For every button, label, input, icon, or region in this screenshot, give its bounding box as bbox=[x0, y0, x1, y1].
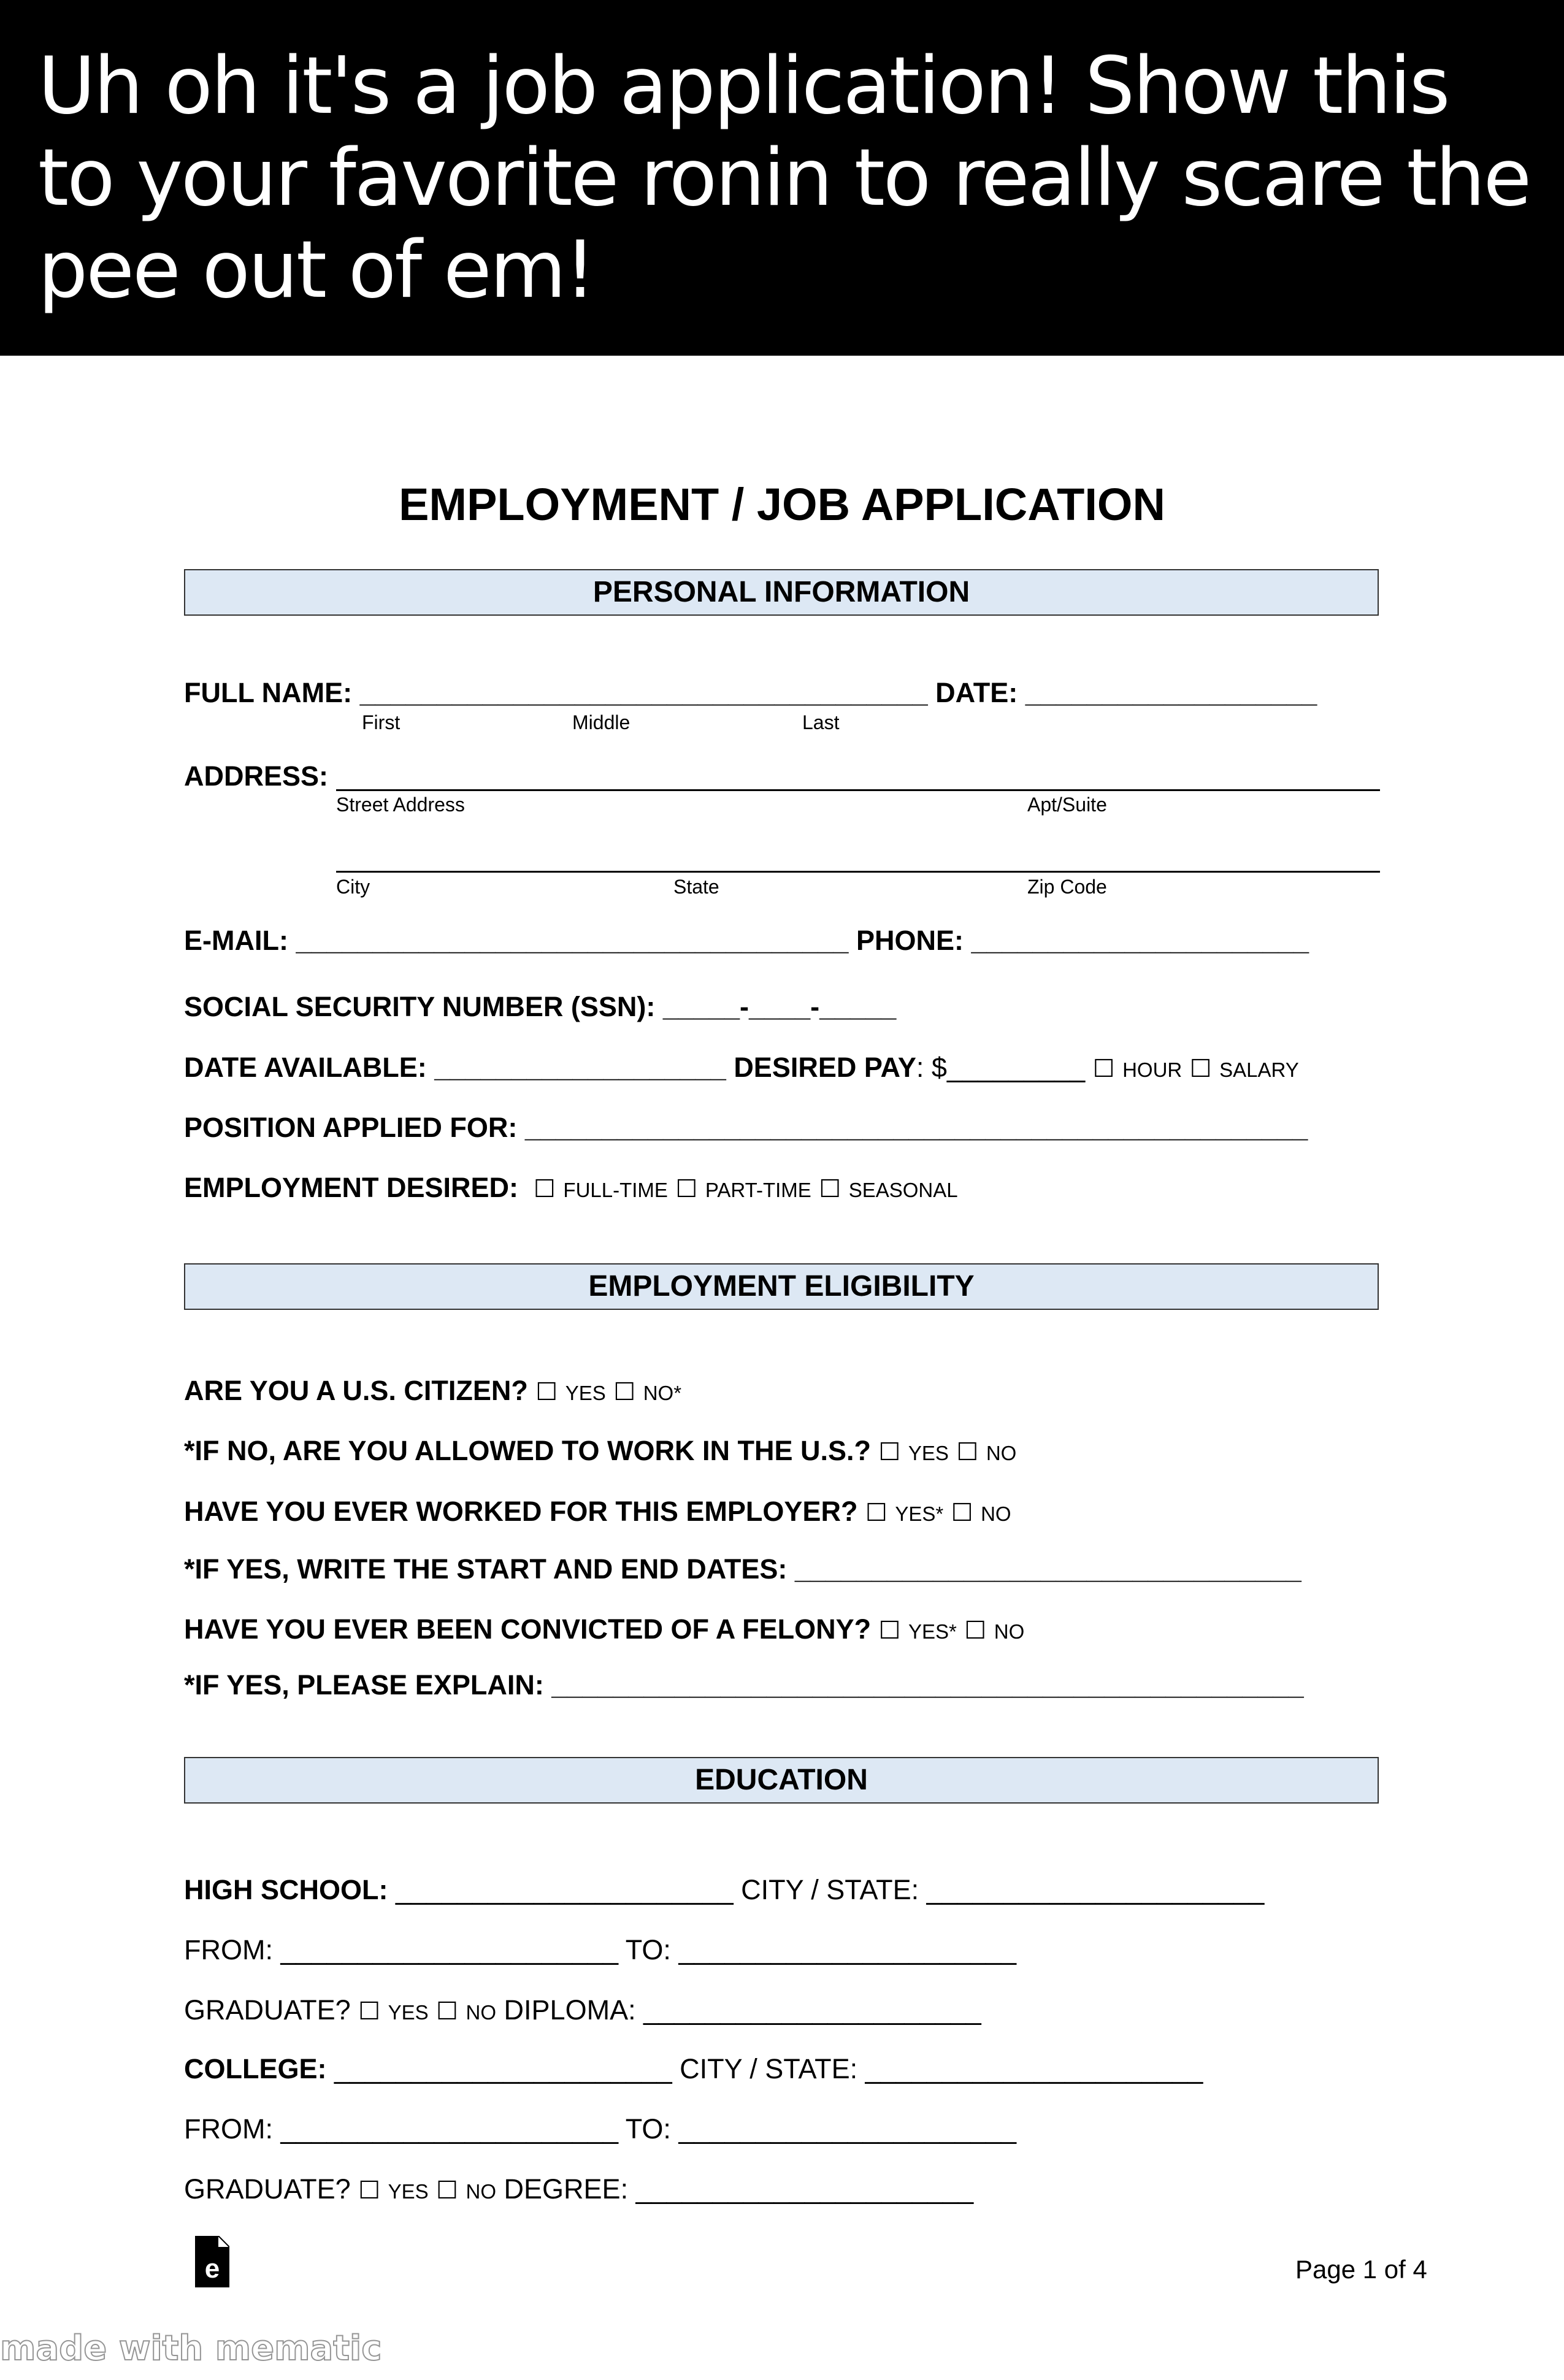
college-graduate-yes-label: YES bbox=[388, 2180, 429, 2203]
name-middle-caption: Middle bbox=[572, 711, 631, 733]
citizen-yes-checkbox[interactable]: ☐ bbox=[535, 1378, 558, 1406]
state-caption: State bbox=[673, 876, 719, 898]
full-time-option-label: FULL-TIME bbox=[563, 1179, 668, 1201]
ssn-field[interactable]: _____-____-_____ bbox=[662, 991, 897, 1022]
allowed-no-label: NO bbox=[986, 1442, 1017, 1464]
section-header-personal-information: PERSONAL INFORMATION bbox=[184, 569, 1379, 616]
high-school-from-to-field[interactable]: FROM: ______________________ TO: ______________________ bbox=[184, 1934, 1017, 1965]
citizen-yes-label: YES bbox=[565, 1382, 606, 1404]
zip-code-caption: Zip Code bbox=[1027, 876, 1107, 898]
worked-no-label: NO bbox=[981, 1502, 1011, 1525]
citizen-no-label: NO* bbox=[643, 1382, 682, 1404]
ssn-label: SOCIAL SECURITY NUMBER (SSN): bbox=[184, 991, 663, 1022]
worked-yes-checkbox[interactable]: ☐ bbox=[865, 1499, 887, 1527]
full-time-checkbox[interactable]: ☐ bbox=[534, 1175, 556, 1203]
college-graduate-no-checkbox[interactable]: ☐ bbox=[436, 2176, 459, 2205]
salary-checkbox[interactable]: ☐ bbox=[1189, 1055, 1212, 1083]
part-time-option-label: PART-TIME bbox=[705, 1179, 811, 1201]
phone-field[interactable]: PHONE: ______________________ bbox=[848, 925, 1309, 956]
hs-graduate-no-checkbox[interactable]: ☐ bbox=[436, 1997, 459, 2026]
employment-desired-row bbox=[184, 1171, 958, 1207]
worked-yes-label: YES* bbox=[895, 1502, 944, 1525]
desired-pay-label: DESIRED PAY bbox=[734, 1052, 916, 1083]
felony-row bbox=[184, 1612, 1024, 1649]
apt-suite-caption: Apt/Suite bbox=[1027, 794, 1107, 816]
hs-graduate-yes-label: YES bbox=[388, 2001, 429, 2024]
name-last-caption: Last bbox=[802, 711, 840, 733]
high-school-row bbox=[184, 1873, 1264, 1907]
e-document-icon bbox=[195, 2236, 229, 2287]
work-authorization-row bbox=[184, 1434, 1016, 1471]
start-end-dates-field[interactable]: *IF YES, WRITE THE START AND END DATES: _________________________________ bbox=[184, 1553, 1301, 1585]
felony-no-checkbox[interactable]: ☐ bbox=[964, 1617, 987, 1645]
felony-no-label: NO bbox=[994, 1620, 1025, 1643]
position-applied-field[interactable]: POSITION APPLIED FOR: ___________________________________________________ bbox=[184, 1112, 1308, 1143]
date-available-pay-row bbox=[184, 1050, 1299, 1087]
full-name-date-row bbox=[184, 676, 1317, 710]
worked-here-question: HAVE YOU EVER WORKED FOR THIS EMPLOYER? bbox=[184, 1496, 865, 1527]
part-time-checkbox[interactable]: ☐ bbox=[675, 1175, 698, 1203]
date-available-field[interactable]: DATE AVAILABLE: ___________________ bbox=[184, 1052, 734, 1083]
felony-explain-field[interactable]: *IF YES, PLEASE EXPLAIN: _________________________________________________ bbox=[184, 1669, 1304, 1701]
desired-pay-field[interactable]: : $_________ bbox=[916, 1052, 1093, 1083]
felony-yes-label: YES* bbox=[908, 1620, 957, 1643]
allowed-yes-label: YES bbox=[908, 1442, 949, 1464]
degree-field[interactable]: DEGREE: ______________________ bbox=[496, 2173, 974, 2205]
city-caption: City bbox=[336, 876, 370, 898]
full-name-field[interactable]: FULL NAME: _____________________________________ bbox=[184, 677, 928, 708]
city-state-zip-field[interactable] bbox=[336, 871, 1380, 873]
college-label: COLLEGE: bbox=[184, 2053, 327, 2084]
college-graduate-yes-checkbox[interactable]: ☐ bbox=[358, 2176, 381, 2205]
mematic-watermark: made with mematic bbox=[0, 2328, 382, 2368]
felony-yes-checkbox[interactable]: ☐ bbox=[878, 1617, 901, 1645]
email-field[interactable]: E-MAIL: ____________________________________ bbox=[184, 925, 849, 956]
citizen-no-checkbox[interactable]: ☐ bbox=[613, 1378, 636, 1406]
document-title: EMPLOYMENT / JOB APPLICATION bbox=[399, 479, 1165, 530]
seasonal-option-label: SEASONAL bbox=[848, 1179, 958, 1201]
street-address-caption: Street Address bbox=[336, 794, 465, 816]
hs-graduate-no-label: NO bbox=[466, 2001, 497, 2024]
allowed-no-checkbox[interactable]: ☐ bbox=[956, 1438, 979, 1466]
college-row bbox=[184, 2052, 1203, 2086]
college-graduate-row bbox=[184, 2172, 973, 2209]
hour-checkbox[interactable]: ☐ bbox=[1092, 1055, 1115, 1083]
name-first-caption: First bbox=[362, 711, 401, 733]
high-school-field[interactable]: ______________________ CITY / STATE: ______________________ bbox=[388, 1874, 1265, 1905]
high-school-label: HIGH SCHOOL: bbox=[184, 1874, 388, 1905]
section-header-employment-eligibility: EMPLOYMENT ELIGIBILITY bbox=[184, 1263, 1379, 1310]
ssn-row bbox=[184, 990, 896, 1024]
address-label: ADDRESS: bbox=[184, 760, 329, 792]
date-field[interactable]: DATE: ___________________ bbox=[927, 677, 1317, 708]
meme-caption-banner bbox=[0, 0, 1564, 356]
work-authorization-question: *IF NO, ARE YOU ALLOWED TO WORK IN THE U.S.? bbox=[184, 1435, 879, 1466]
graduate-question: GRADUATE? bbox=[184, 1994, 359, 2026]
svg-text:e: e bbox=[204, 2254, 220, 2284]
salary-option-label: SALARY bbox=[1219, 1058, 1299, 1081]
section-header-education: EDUCATION bbox=[184, 1757, 1379, 1804]
worked-no-checkbox[interactable]: ☐ bbox=[951, 1499, 973, 1527]
seasonal-checkbox[interactable]: ☐ bbox=[819, 1175, 841, 1203]
street-address-field[interactable] bbox=[336, 789, 1380, 791]
employment-desired-label: EMPLOYMENT DESIRED: bbox=[184, 1172, 534, 1203]
citizen-question: ARE YOU A U.S. CITIZEN? bbox=[184, 1375, 536, 1406]
diploma-field[interactable]: DIPLOMA: ______________________ bbox=[496, 1994, 981, 2026]
hs-graduate-yes-checkbox[interactable]: ☐ bbox=[358, 1997, 381, 2026]
graduate-question: GRADUATE? bbox=[184, 2173, 359, 2205]
high-school-graduate-row bbox=[184, 1993, 981, 2030]
email-phone-row bbox=[184, 924, 1309, 958]
felony-question: HAVE YOU EVER BEEN CONVICTED OF A FELONY? bbox=[184, 1613, 879, 1645]
worked-here-row bbox=[184, 1494, 1011, 1531]
page-number: Page 1 of 4 bbox=[1295, 2255, 1427, 2284]
allowed-yes-checkbox[interactable]: ☐ bbox=[878, 1438, 901, 1466]
college-graduate-no-label: NO bbox=[466, 2180, 497, 2203]
college-from-to-field[interactable]: FROM: ______________________ TO: ______________________ bbox=[184, 2113, 1017, 2145]
meme-caption: Uh oh it's a job application! Show this to your favorite ronin to really scare the pee out of em! bbox=[38, 40, 1530, 316]
hour-option-label: HOUR bbox=[1122, 1058, 1183, 1081]
college-field[interactable]: ______________________ CITY / STATE: ______________________ bbox=[326, 2053, 1203, 2084]
citizen-row bbox=[184, 1374, 681, 1410]
